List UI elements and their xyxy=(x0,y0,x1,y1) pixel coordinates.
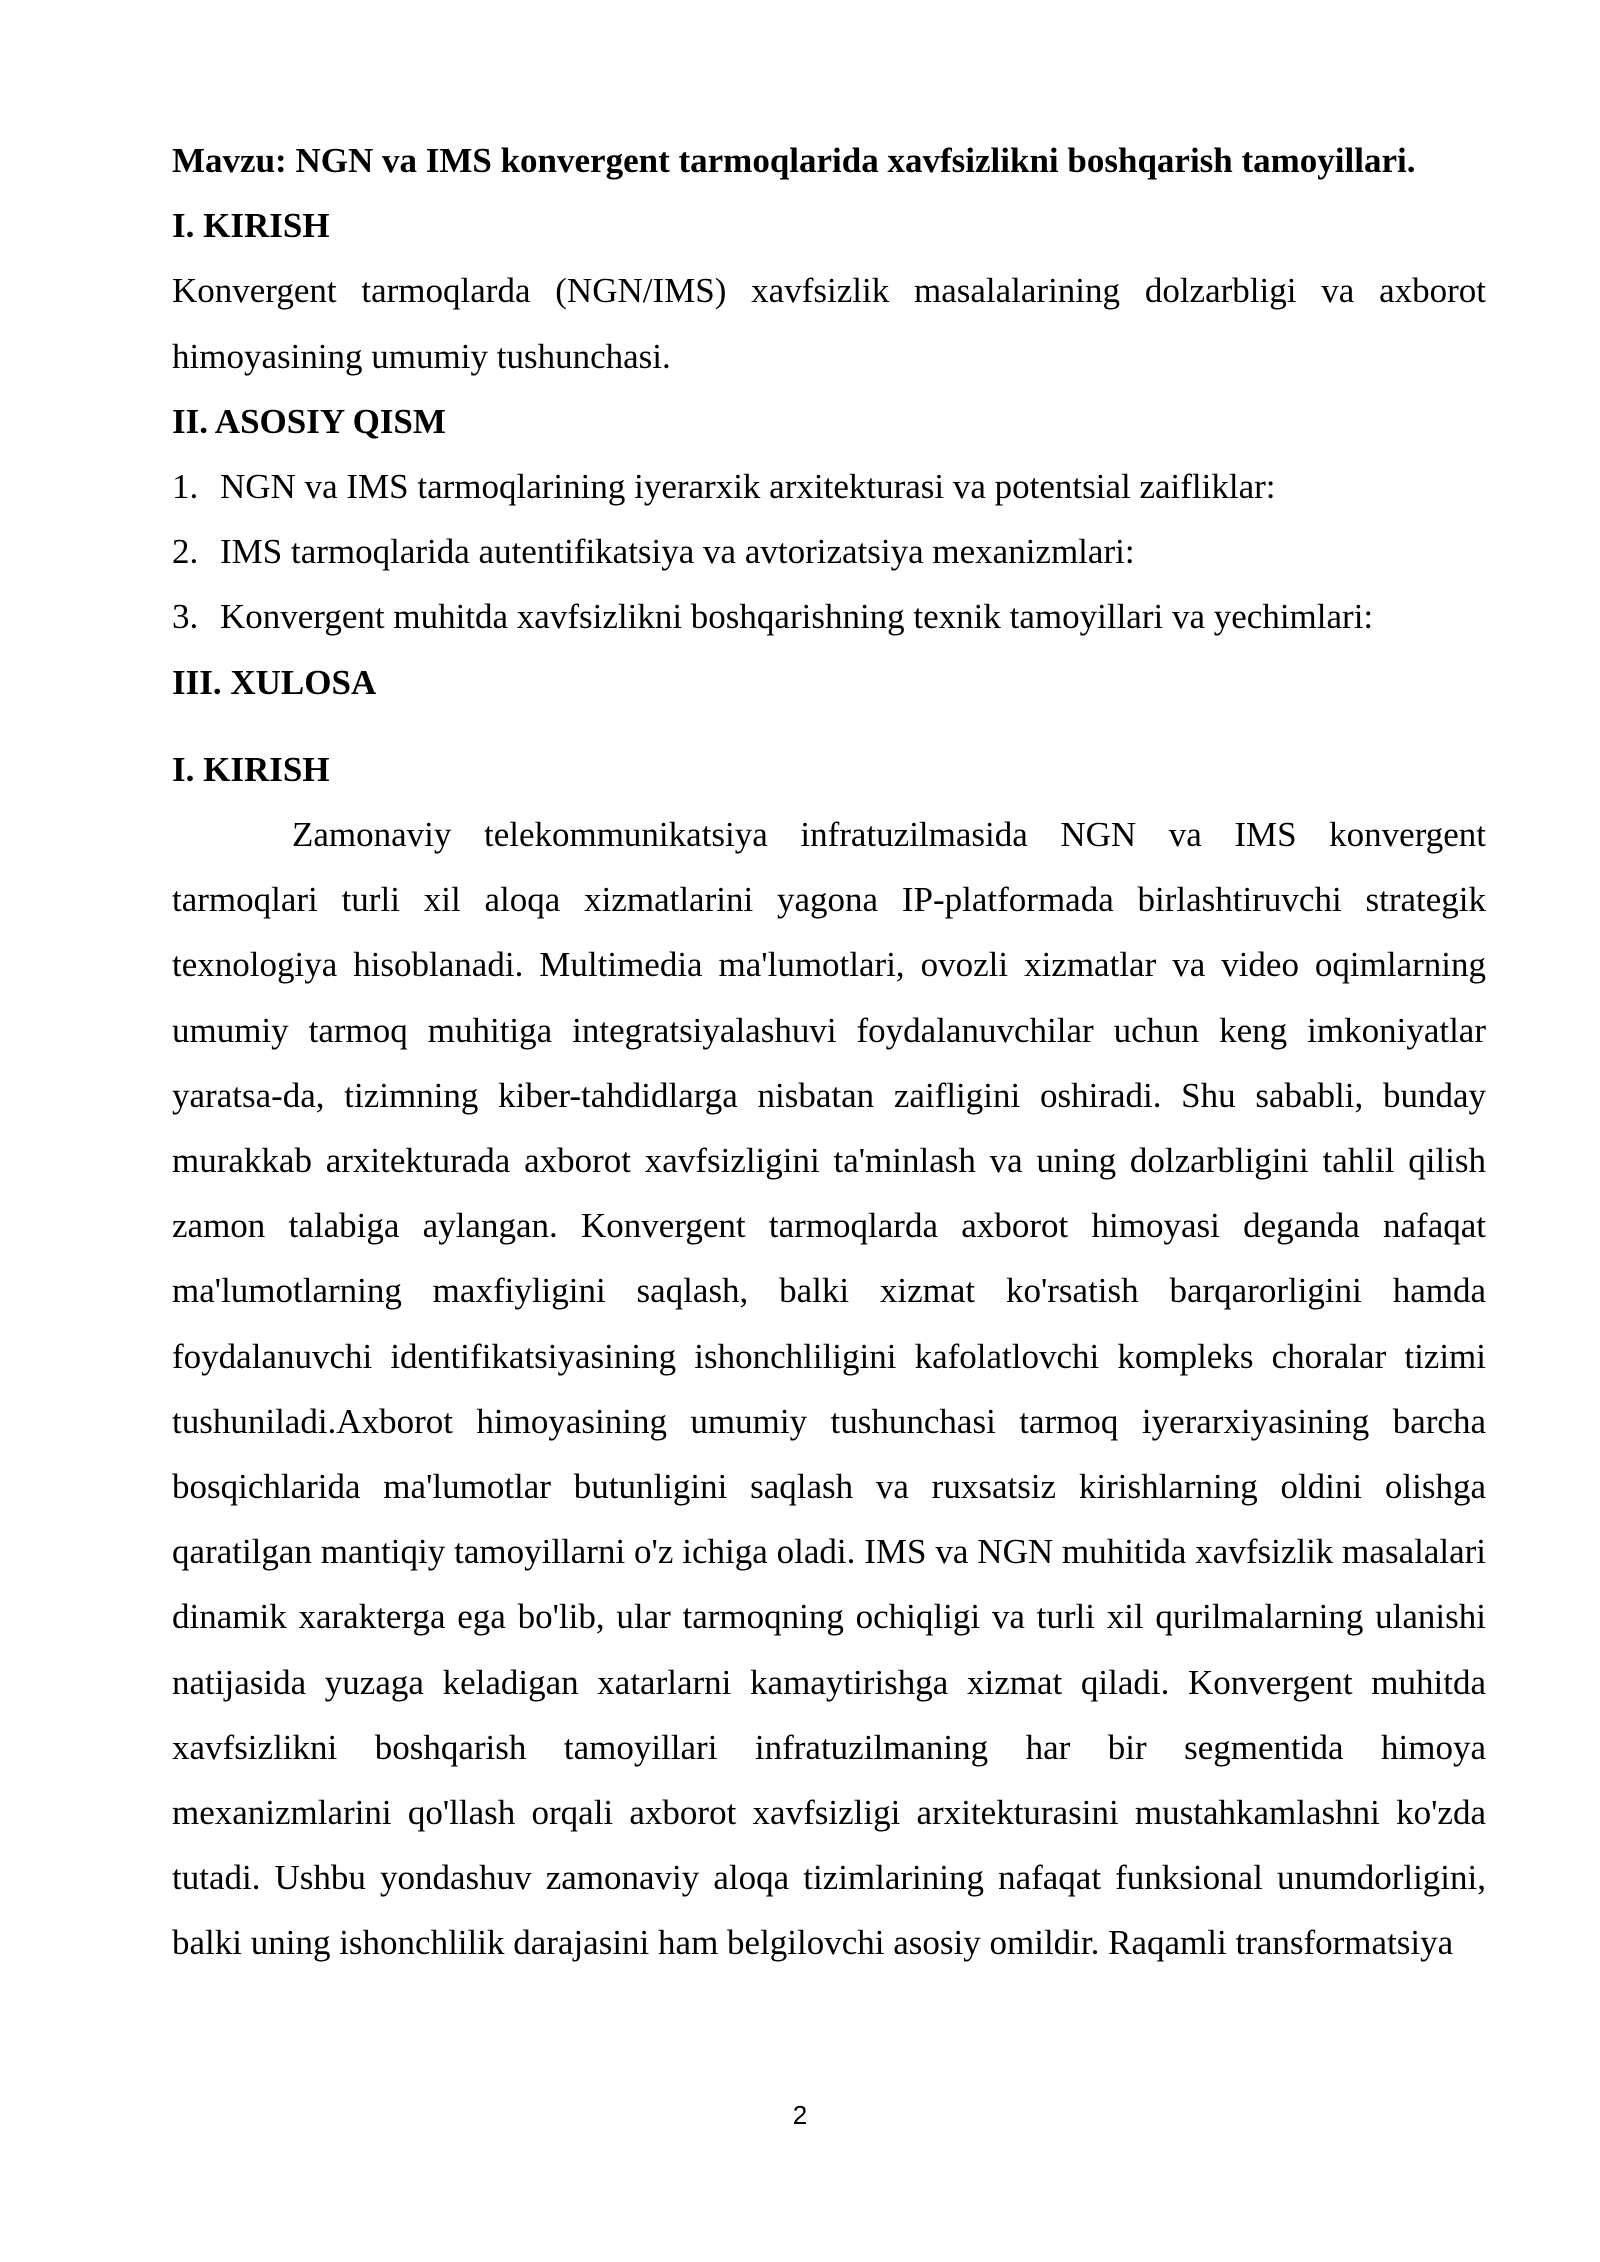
list-item xyxy=(172,584,1486,649)
list-item-number: 3. xyxy=(172,597,199,637)
list-item xyxy=(172,454,1486,519)
list-item-text: NGN va IMS tarmoqlarining iyerarxik arxitekturasi va potentsial zaifliklar: xyxy=(220,467,1276,507)
section-spacer xyxy=(172,715,1486,737)
document-title: Mavzu: NGN va IMS konvergent tarmoqlarida xavfsizlikni boshqarish tamoyillari. xyxy=(172,141,1416,180)
list-item-number: 1. xyxy=(172,467,199,507)
outline-main-heading: II. ASOSIY QISM xyxy=(172,401,446,441)
list-item-number: 2. xyxy=(172,532,199,572)
list-item-text: IMS tarmoqlarida autentifikatsiya va avtorizatsiya mexanizmlari: xyxy=(220,532,1135,572)
list-item xyxy=(172,519,1486,584)
section-heading: I. KIRISH xyxy=(172,749,330,789)
outline-intro-text: Konvergent tarmoqlarda (NGN/IMS) xavfsizlik masalalarining dolzarbligi va axborot himoyasining umumiy tushunchasi. xyxy=(172,271,1486,376)
list-item-text: Konvergent muhitda xavfsizlikni boshqarishning texnik tamoyillari va yechimlari: xyxy=(220,597,1374,637)
outline-conclusion-heading: III. XULOSA xyxy=(172,662,377,702)
document-page xyxy=(172,128,1486,1976)
section-paragraph: Zamonaviy telekommunikatsiya infratuzilmasida NGN va IMS konvergent tarmoqlari turli xil aloqa xizmatlarini yagona IP-platformada birlashtiruvchi strategik texnologiya hisoblanadi. Multimedia ma'lumotlari, ovozli xizmatlar va video oqimlarning umumiy tarmoq muhitiga integratsiyalashuvi foydalanuvchilar uchun keng imkoniyatlar yaratsa-da, tizimning kiber-tahdidlarga nisbatan zaifligini oshiradi. Shu sababli, bunday murakkab arxitekturada axborot xavfsizligini ta'minlash va uning dolzarbligini tahlil qilish zamon talabiga aylangan. Konvergent tarmoqlarda axborot himoyasi deganda nafaqat ma'lumotlarning maxfiyligini saqlash, balki xizmat ko'rsatish barqarorligini hamda foydalanuvchi identifikatsiyasining ishonchliligini kafolatlovchi kompleks choralar tizimi tushuniladi.Axborot himoyasining umumiy tushunchasi tarmoq iyerarxiyasining barcha bosqichlarida ma'lumotlar butunligini saqlash va ruxsatsiz kirishlarning oldini olishga qaratilgan mantiqiy tamoyillarni o'z ichiga oladi. IMS va NGN muhitida xavfsizlik masalalari dinamik xarakterga ega bo'lib, ular tarmoqning ochiqligi va turli xil qurilmalarning ulanishi natijasida yuzaga keladigan xatarlarni kamaytirishga xizmat qiladi. Konvergent muhitda xavfsizlikni boshqarish tamoyillari infratuzilmaning har bir segmentida himoya mexanizmlarini qo'llash orqali axborot xavfsizligi arxitekturasini mustahkamlashni ko'zda tutadi. Ushbu yondashuv zamonaviy aloqa tizimlarining nafaqat funksional unumdorligini, balki uning ishonchlilik darajasini ham belgilovchi asosiy omildir. Raqamli transformatsiya xyxy=(172,815,1486,1963)
outline-intro-heading: I. KIRISH xyxy=(172,206,330,246)
page-number: 2 xyxy=(792,2100,808,2130)
outline-list xyxy=(172,454,1486,650)
